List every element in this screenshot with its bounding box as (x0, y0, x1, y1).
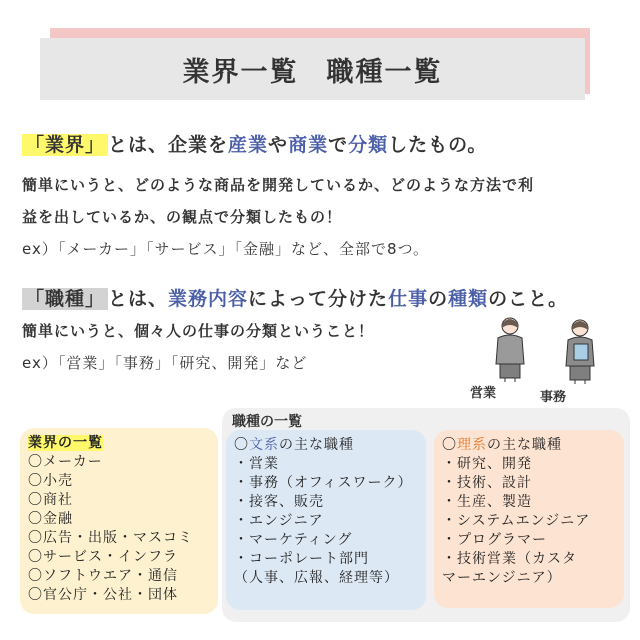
humanities-prefix: 〇 (234, 437, 249, 453)
industry-note-1: 簡単にいうと、どのような商品を開発しているか、どのような方法で利 (22, 176, 535, 194)
science-job-item: ・技術、設計 (442, 475, 532, 491)
job-def-text-1: とは、 (108, 288, 169, 310)
industry-def-text-4: したもの。 (388, 134, 488, 156)
science-job-item: ・プログラマー (442, 532, 547, 548)
industry-def-keyword-2: 商業 (288, 134, 329, 156)
industry-def-keyword-1: 産業 (228, 134, 269, 156)
industry-item: 〇ソフトウエア・通信 (28, 568, 178, 584)
job-chip: 「職種」 (22, 288, 108, 310)
industry-list-panel (20, 428, 218, 614)
industry-chip: 「業界」 (22, 134, 108, 156)
humanities-jobs-panel (226, 430, 426, 610)
job-def-text-4: のこと。 (488, 288, 569, 310)
industry-item: 〇広告・出版・マスコミ (28, 530, 193, 546)
humanities-job-item: ・コーポレート部門 (234, 551, 369, 567)
humanities-job-item: ・エンジニア (234, 513, 324, 529)
page-title (40, 38, 585, 100)
industry-item: 〇小売 (28, 473, 73, 489)
industry-example: ex）「メーカー」「サービス」「金融」など、全部で8つ。 (22, 240, 429, 258)
industry-def-text-2: や (268, 134, 289, 156)
industry-item: 〇サービス・インフラ (28, 549, 178, 565)
job-note: 簡単にいうと、個々人の仕事の分類ということ！ (22, 322, 375, 340)
science-accent: 理系 (457, 437, 487, 453)
industry-item: 〇金融 (28, 511, 73, 527)
science-job-item: ・システムエンジニア (442, 513, 591, 529)
science-job-item: マーエンジニア） (442, 570, 562, 586)
industry-definition (22, 130, 487, 157)
sales-person-illustration (490, 316, 530, 382)
industry-item: 〇商社 (28, 492, 73, 508)
job-example: ex）「営業」「事務」「研究、開発」など (22, 354, 308, 372)
office-person-illustration (560, 318, 600, 384)
industry-def-text-3: で (328, 134, 349, 156)
industry-list-header: 業界の一覧 (28, 435, 103, 451)
science-jobs-panel (434, 430, 624, 608)
science-header (442, 436, 616, 455)
science-job-item: ・研究、開発 (442, 456, 532, 472)
sales-label: 営業 (470, 386, 497, 401)
job-list-header: 職種の一覧 (232, 414, 302, 430)
industry-note-2: 益を出しているか、の観点で分類したもの！ (22, 208, 343, 226)
science-prefix: 〇 (442, 437, 457, 453)
office-label: 事務 (540, 390, 567, 405)
science-job-item: ・生産、製造 (442, 494, 532, 510)
humanities-job-item: ・事務（オフィスワーク） (234, 475, 413, 491)
humanities-job-item: ・接客、販売 (234, 494, 324, 510)
job-def-text-2: によって分けた (248, 288, 389, 310)
humanities-job-item: ・営業 (234, 456, 279, 472)
science-job-item: ・技術営業（カスタ (442, 551, 577, 567)
job-def-keyword-1: 業務内容 (168, 288, 249, 310)
humanities-header (234, 436, 418, 455)
job-def-keyword-3: 種類 (448, 288, 489, 310)
industry-item: 〇メーカー (28, 454, 103, 470)
job-def-keyword-2: 仕事 (388, 288, 429, 310)
industry-item: 〇官公庁・公社・団体 (28, 587, 178, 603)
humanities-suffix: の主な職種 (279, 437, 354, 453)
science-suffix: の主な職種 (487, 437, 562, 453)
title-industry-list: 業界一覧 (182, 56, 299, 88)
job-definition (22, 284, 568, 311)
humanities-job-item: ・マーケティング (234, 532, 353, 548)
industry-def-text-1: とは、企業を (108, 134, 229, 156)
industry-def-keyword-3: 分類 (348, 134, 389, 156)
humanities-job-item: （人事、広報、経理等） (234, 570, 399, 586)
humanities-accent: 文系 (249, 437, 279, 453)
job-def-text-3: の (428, 288, 449, 310)
title-job-list: 職種一覧 (326, 56, 443, 88)
